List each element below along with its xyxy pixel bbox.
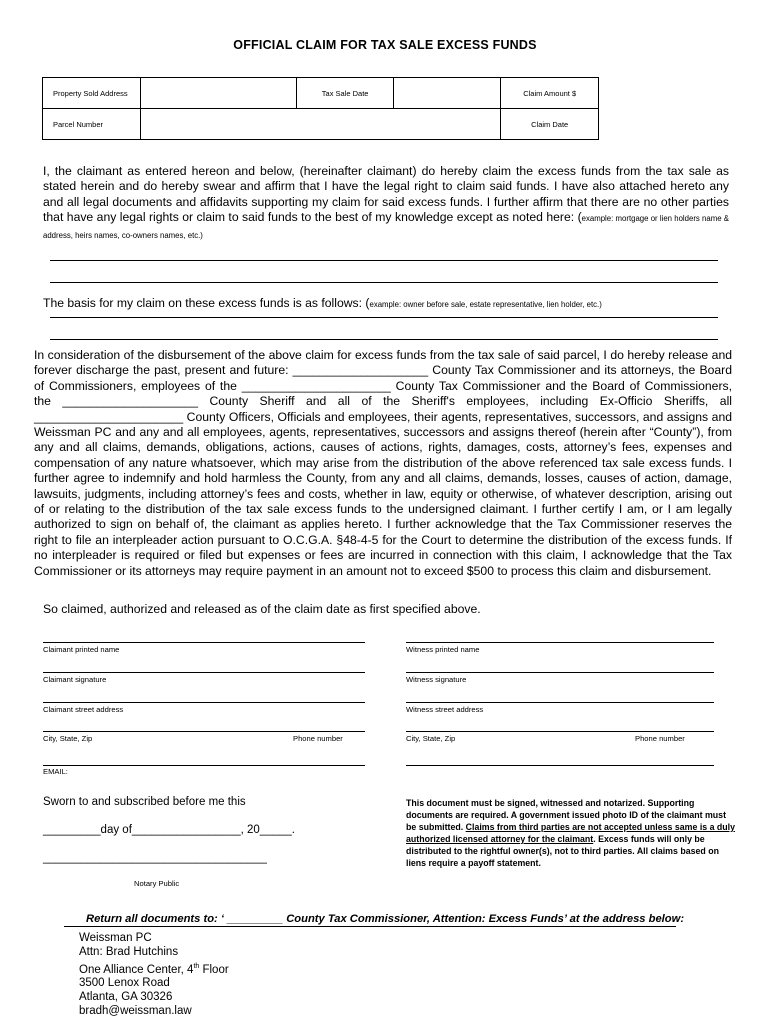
basis-statement [43, 296, 602, 310]
witness-street-address-label: Witness street address [406, 705, 484, 714]
claimant-printed-name-label: Claimant printed name [43, 645, 120, 654]
claim-statement [43, 164, 729, 243]
form-title: OFFICIAL CLAIM FOR TAX SALE EXCESS FUNDS [233, 38, 537, 52]
notice-text-2: . Excess funds will only be distributed to the rightful owner(s), not to third parties. All claims based on liens require a payoff statement. [406, 834, 719, 868]
notice-text-1: This document must be signed, witnessed and notarized. Supporting documents are required. A government issued photo ID of the claimant must be submitted. [406, 798, 726, 832]
return-address [79, 932, 229, 1019]
claim-date-label: Claim Date [501, 109, 599, 140]
basis-line-1[interactable] [50, 317, 718, 318]
notary-public-label: Notary Public [134, 879, 180, 888]
witness-signature-line[interactable] [406, 672, 714, 673]
notary-month-year: _________________, 20_____. [131, 824, 295, 836]
claimant-city-label: City, State, Zip [43, 734, 93, 743]
address-line-1: Weissman PC [79, 932, 152, 944]
address-line-4: 3500 Lenox Road [79, 977, 170, 990]
claimant-street-address-label: Claimant street address [43, 705, 124, 714]
claim-statement-text: I, the claimant as entered hereon and below, (hereinafter claimant) do hereby claim the excess funds from the tax sale as stated herein and do hereby swear and affirm that I have the legal right to claim said funds. I have also attached hereto any and all legal documents and affidavits supporting my claim for said excess funds. I further affirm that there are no other parties that have any legal rights or claim to said funds to the best of my knowledge except as noted here: ( [43, 164, 729, 225]
claimant-signature-line[interactable] [43, 672, 365, 673]
claim-amount-label: Claim Amount $ [501, 78, 599, 109]
claim-info-table [42, 77, 599, 140]
requirements-notice [406, 797, 736, 869]
notary-day: _________day of [43, 824, 132, 836]
tax-sale-date-label: Tax Sale Date [296, 78, 393, 109]
claimant-printed-name-line[interactable] [43, 642, 365, 643]
witness-city-line[interactable] [406, 731, 714, 732]
address-line-3: One Alliance Center, 4th Floor [79, 962, 229, 976]
return-instructions: Return all documents to: ‘ _________ County Tax Commissioner, Attention: Excess Funds’ at the address below: [86, 913, 685, 925]
address-line-2: Attn: Brad Hutchins [79, 945, 179, 958]
exception-line-2[interactable] [50, 282, 718, 283]
witness-phone-label: Phone number [635, 734, 685, 743]
witness-printed-name-label: Witness printed name [406, 645, 480, 654]
witness-signature-label: Witness signature [406, 675, 467, 684]
property-sold-address-label: Property Sold Address [43, 78, 141, 109]
claim-statement-note: example: mortgage or lien holders name & address, heirs names, co-owners names, etc.) [43, 214, 730, 240]
sworn-statement: Sworn to and subscribed before me this [43, 796, 246, 808]
witness-city-label: City, State, Zip [406, 734, 456, 743]
notary-signature-line[interactable]: ___________________________________ [43, 852, 267, 864]
property-sold-address-field[interactable] [140, 78, 296, 109]
basis-text: The basis for my claim on these excess funds is as follows: ( [43, 296, 370, 310]
basis-note: example: owner before sale, estate representative, lien holder, etc.) [369, 300, 602, 309]
release-paragraph: In consideration of the disbursement of the above claim for excess funds from the tax sale of said parcel, I do hereby release and forever discharge the past, present and future: ____________________ County Tax Commissioner and its attorneys, the Board of Commissioners, employees of the ______________________ County Tax Commissioner and the Board of Commissioners, the ____________________ County Sheriff and all of the Sheriff's employees, including Ex-Officio Sheriffs, all ______________________ County Officers, Officials and employees, their agents, representatives, successors, and assigns and Weissman PC and any and all employees, agents, representatives, successors and assigns thereof (herein after “County”), from any and all claims, demands, obligations, actions, causes of actions, rights, damages, costs, attorney’s fees, expenses and compensation of any nature whatsoever, which may arise from the distribution of the above referenced tax sale excess funds. I further agree to indemnify and hold harmless the County, from any and all claims, demands, losses, causes of action, damage, lawsuits, judgments, including attorney’s fees and costs, whether in law, equity or otherwise, of whatever description, arising out of or relating to the distribution of the tax sale excess funds to the undersigned claimant. I further certify I am, or I am legally authorized to sign on behalf of, the claimant as applies hereto. I further acknowledge that the Tax Commissioner reserves the right to file an interpleader action pursuant to O.C.G.A. §48-4-5 for the Court to determine the distribution of the excess funds. If no interpleader is required or filed but expenses or fees are incurred in connection with this claim, I acknowledge that the Tax Commissioner or its attorneys may require payment in an amount not to exceed $500 to process this claim and disbursement. [34, 348, 732, 578]
notary-date-line[interactable] [43, 824, 295, 836]
exception-line-1[interactable] [50, 260, 718, 261]
tax-sale-date-field[interactable] [394, 78, 501, 109]
parcel-number-field[interactable] [140, 109, 500, 140]
claimant-street-address-line[interactable] [43, 702, 365, 703]
claimant-signature-label: Claimant signature [43, 675, 107, 684]
witness-street-address-line[interactable] [406, 702, 714, 703]
claimant-phone-label: Phone number [293, 734, 343, 743]
witness-printed-name-line[interactable] [406, 642, 714, 643]
so-claimed-statement: So claimed, authorized and released as of the claim date as first specified above. [43, 602, 481, 616]
address-email[interactable]: bradh@weissman.law [79, 1004, 192, 1017]
claimant-city-line[interactable] [43, 731, 365, 732]
claimant-email-label: EMAIL: [43, 767, 68, 776]
parcel-number-label: Parcel Number [43, 109, 141, 140]
claimant-email-line[interactable] [43, 765, 365, 766]
return-underline [64, 926, 676, 927]
witness-extra-line[interactable] [406, 765, 714, 766]
address-line-5: Atlanta, GA 30326 [79, 991, 173, 1004]
notice-underlined: Claims from third parties are not accepted unless same is a duly authorized licensed attorney for the claimant [406, 822, 736, 844]
basis-line-2[interactable] [50, 339, 718, 340]
